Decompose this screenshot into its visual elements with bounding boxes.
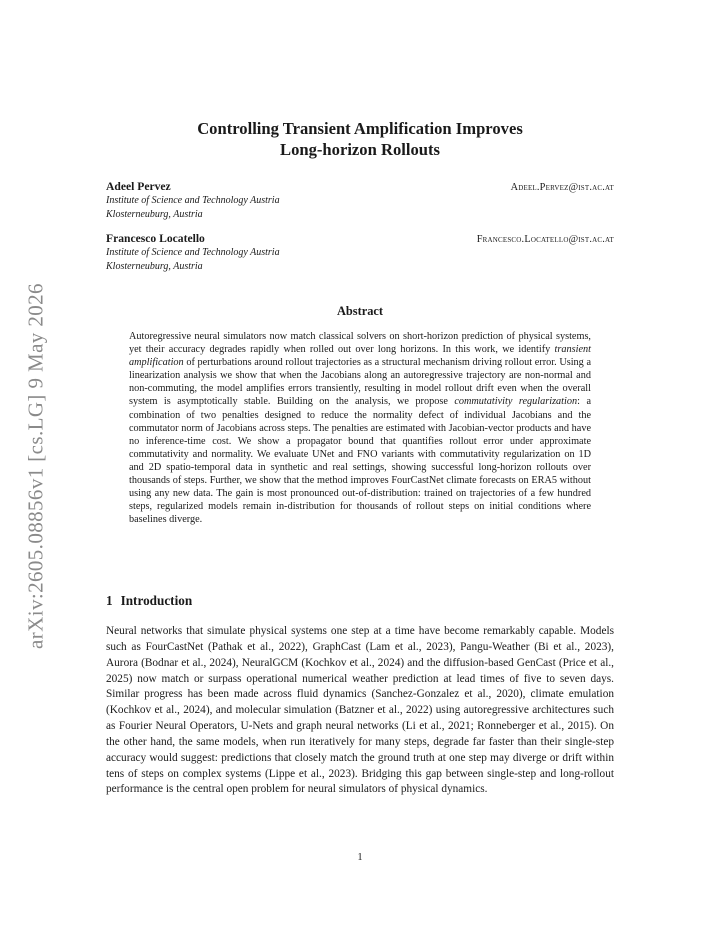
author-name: Adeel Pervez [106,180,171,193]
arxiv-identifier-text: arXiv:2605.08856v1 [cs.LG] 9 May 2026 [23,283,48,649]
abstract-heading: Abstract [336,304,384,318]
author-email[interactable]: Francesco.Locatello@ist.ac.at [476,234,614,245]
author-affiliation-institute: Institute of Science and Technology Austria [106,195,280,206]
author-block [106,179,614,222]
introduction-paragraph: Neural networks that simulate physical systems one step at a time have become remarkably capable. Models such as FourCastNet (Pathak et al., 2022), GraphCast (Lam et al., 2023), Pangu-Weather (Bi et al., 2023), Aurora (Bodnar et al., 2024), NeuralGCM (Kochkov et al., 2024) and the diffusion-based GenCast (Price et al., 2025) now match or surpass operational numerical weather prediction at lead times of five to seven days. Similar progress has been made across fluid dynamics (Sanchez-Gonzalez et al., 2020), climate emulation (Kochkov et al., 2024), and molecular simulation (Batzner et al., 2022) using autoregressive architectures such as Fourier Neural Operators, U-Nets and graph neural networks (Li et al., 2021; Ronneberger et al., 2015). On the other hand, the same models, when run iteratively for many steps, degrade far faster than their single-step accuracy would suggest: predictions that closely match the ground truth at one step may diverge or drift within tens of steps on complex systems (Lippe et al., 2023). Bridging this gap between single-step and long-rollout performance is the central open problem for neural simulators of physical dynamics. [106,625,614,796]
abstract-emphasis: transient amplification [129,344,591,369]
abstract-emphasis: commutativity regularization [454,396,578,408]
author-name: Francesco Locatello [106,232,205,245]
section-heading [106,593,192,609]
paper-title-line-1: Controlling Transient Amplification Improves [197,119,523,138]
page-number: 1 [357,852,363,863]
abstract-text: : a combination of two penalties designed to reduce the normality defect of individual Jacobians and the commutator norm of Jacobians across steps. The penalties are estimated with Jacobian-vector products and have no inference-time cost. We show a propagator bound that quantifies rollout error under approximate commutativity and normality. We evaluate UNet and FNO variants with commutativity regularization on 1D and 2D spatio-temporal data in synthetic and real settings, showing successful long-horizon rollouts over thousands of steps. Further, we show that the method improves FourCastNet climate forecasts on ERA5 without using any new data. The gain is most pronounced out-of-distribution: trained on trajectories of a few hundred steps, regularized models remain in-distribution for thousands of rollout steps on initial conditions where baselines diverge. [129,396,591,526]
paper-title-line-2: Long-horizon Rollouts [280,140,440,159]
author-affiliation-institute: Institute of Science and Technology Austria [106,247,280,258]
abstract-body [129,330,591,526]
author-affiliation-location: Klosterneuburg, Austria [106,261,203,272]
author-affiliation-location: Klosterneuburg, Austria [106,209,203,220]
paper-title [106,118,614,160]
abstract-text: of perturbations around rollout trajectories as a structural mechanism driving rollout error. Using a linearization analysis we show that when the Jacobians along an autoregressive trajectory are non-normal and non-commuting, the model amplifies errors transiently, resulting in model rollout drift even when the overall system is asymptotically stable. Building on the analysis, we propose [129,357,591,408]
author-block [106,231,614,274]
section-number: 1 [106,593,113,608]
author-email[interactable]: Adeel.Pervez@ist.ac.at [510,182,614,193]
section-title: Introduction [120,593,193,608]
abstract-text: Autoregressive neural simulators now match classical solvers on short-horizon prediction of physical systems, yet their accuracy degrades rapidly when rolled out over long horizons. In this work, we identify [129,331,591,356]
